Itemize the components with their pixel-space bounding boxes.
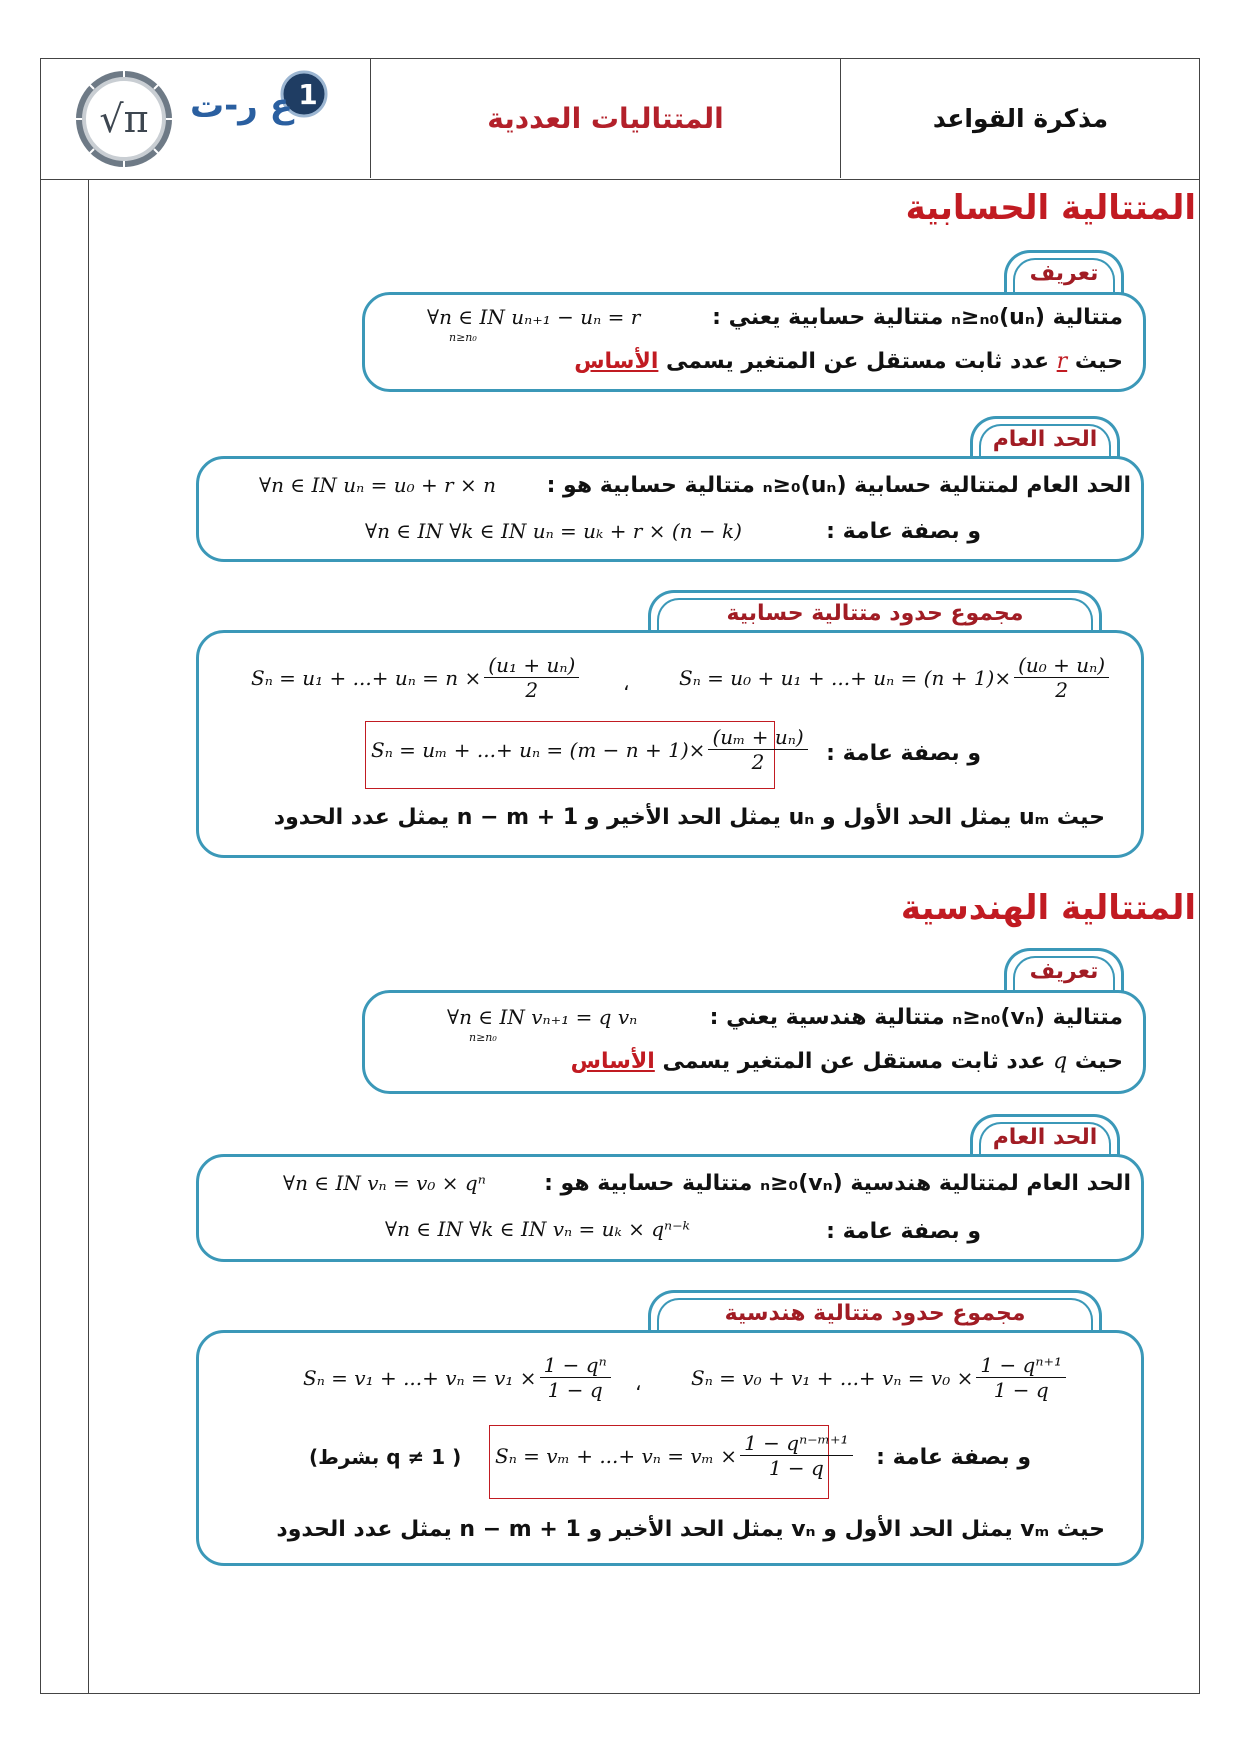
geometric-general-formula: ∀n ∈ IN vₙ = v₀ × qⁿ [283, 1171, 486, 1195]
header-middle-title: المتتاليات العددية [370, 58, 840, 178]
arithmetic-sum-tab: مجموع حدود متتالية حسابية [648, 590, 1102, 634]
geometric-sum-left-num: 1 − qⁿ [540, 1353, 611, 1378]
arithmetic-general-sum-formula [371, 725, 811, 774]
arithmetic-sum-left-num: (u₁ + uₙ) [484, 653, 579, 678]
geometric-sum-formula-right [691, 1353, 1069, 1402]
arithmetic-definition-line1: متتالية (uₙ)ₙ≥ₙ₀ متتالية حسابية يعني : [712, 305, 1123, 330]
geometric-general-sum-formula [495, 1431, 856, 1480]
arithmetic-sum-box [196, 630, 1144, 858]
geometric-section-title: المتتالية الهندسية [900, 888, 1196, 928]
geometric-definition-formula-sub: n≥n₀ [469, 1031, 497, 1044]
geometric-definition-line1: متتالية (vₙ)ₙ≥ₙ₀ متتالية هندسية يعني : [709, 1005, 1123, 1030]
arithmetic-general-sum-lhs: Sₙ = uₘ + ...+ uₙ = (m − n + 1)× [371, 737, 706, 762]
geometric-general-sum-den: 1 − q [768, 1456, 824, 1480]
arithmetic-sum-formula-right [679, 653, 1112, 702]
arithmetic-definition-formula: ∀n ∈ IN uₙ₊₁ − uₙ = r [427, 305, 641, 329]
geometric-definition-formula: ∀n ∈ IN vₙ₊₁ = q vₙ [447, 1005, 638, 1029]
geometric-general-sum-label: و بصفة عامة : [876, 1445, 1031, 1470]
geometric-general-sum-num: 1 − qⁿ⁻ᵐ⁺¹ [740, 1431, 853, 1456]
geometric-sum-note: حيث vₘ يمثل الحد الأول و vₙ يمثل الحد الأخير و n − m + 1 يمثل عدد الحدود [276, 1517, 1105, 1542]
arithmetic-line2-post: عدد ثابت مستقل عن المتغير يسمى [666, 349, 1049, 374]
arithmetic-line2-pre: حيث [1074, 349, 1123, 374]
geometric-sum-formula-left [303, 1353, 614, 1402]
arithmetic-general-line2: و بصفة عامة : [826, 519, 981, 544]
geometric-line2-pre: حيث [1074, 1049, 1123, 1074]
arithmetic-general-formula: ∀n ∈ IN uₙ = u₀ + r × n [259, 473, 496, 497]
geometric-general-sum-lhs: Sₙ = vₘ + ...+ vₙ = vₘ × [495, 1443, 738, 1468]
arithmetic-general-sum-label: و بصفة عامة : [826, 741, 981, 766]
arithmetic-sum-right-den: 2 [1055, 678, 1068, 702]
arithmetic-definition-tab: تعريف [1004, 250, 1124, 294]
geometric-line2-post: عدد ثابت مستقل عن المتغير يسمى [662, 1049, 1046, 1074]
arithmetic-general-line1: الحد العام لمتتالية حسابية (uₙ)ₙ≥₀ متتالية حسابية هو : [546, 473, 1131, 498]
arithmetic-sum-right-lhs: Sₙ = u₀ + u₁ + ...+ uₙ = (n + 1)× [679, 665, 1012, 690]
geometric-general-line1: الحد العام لمتتالية هندسية (vₙ)ₙ≥₀ متتالية حسابية هو : [544, 1171, 1131, 1196]
geometric-base-word: الأساس [570, 1049, 655, 1074]
arithmetic-sum-formula-left [251, 653, 582, 702]
geometric-sum-box [196, 1330, 1144, 1566]
arithmetic-sum-right-num: (u₀ + uₙ) [1014, 653, 1109, 678]
arithmetic-base-word: الأساس [574, 349, 659, 374]
arithmetic-general-tab: الحد العام [970, 416, 1120, 460]
geometric-ratio-var: q [1053, 1049, 1068, 1074]
geometric-general-formula2: ∀n ∈ IN ∀k ∈ IN vₙ = uₖ × qⁿ⁻ᵏ [385, 1217, 690, 1241]
geometric-sum-right-den: 1 − q [993, 1378, 1049, 1402]
arithmetic-general-sum-num: (uₘ + uₙ) [708, 725, 807, 750]
geometric-sum-left-den: 1 − q [547, 1378, 603, 1402]
arithmetic-definition-line2 [574, 349, 1123, 374]
geometric-definition-box [362, 990, 1146, 1094]
geometric-sum-right-lhs: Sₙ = v₀ + v₁ + ...+ vₙ = v₀ × [691, 1365, 974, 1390]
arithmetic-section-title: المتتالية الحسابية [905, 188, 1196, 228]
geometric-general-line2: و بصفة عامة : [826, 1219, 981, 1244]
geometric-sum-tab: مجموع حدود متتالية هندسية [648, 1290, 1102, 1334]
arithmetic-ratio-var: r [1056, 349, 1068, 374]
arithmetic-sum-left-den: 2 [525, 678, 539, 702]
badge-number: 1 [298, 77, 318, 111]
geometric-general-tab: الحد العام [970, 1114, 1120, 1158]
geometric-sum-condition: ( q ≠ 1 بشرط) [309, 1445, 462, 1469]
arithmetic-sum-note: حيث uₘ يمثل الحد الأول و uₙ يمثل الحد الأخير و n − m + 1 يمثل عدد الحدود [273, 805, 1105, 830]
arithmetic-sum-separator: ، [623, 671, 630, 695]
geometric-sum-right-num: 1 − qⁿ⁺¹ [976, 1353, 1066, 1378]
geometric-sum-separator: ، [635, 1371, 642, 1395]
arithmetic-general-sum-den: 2 [751, 750, 765, 774]
geometric-definition-tab: تعريف [1004, 948, 1124, 992]
geometric-general-box [196, 1154, 1144, 1262]
geometric-definition-line2 [571, 1049, 1123, 1074]
arithmetic-definition-box [362, 292, 1146, 392]
badge-label: ع ر-ت [190, 86, 293, 126]
svg-text:√π: √π [99, 97, 149, 141]
arithmetic-definition-formula-sub: n≥n₀ [449, 331, 477, 344]
header-right-title: مذكرة القواعد [840, 58, 1200, 178]
margin-line [88, 180, 89, 1694]
arithmetic-general-box [196, 456, 1144, 562]
arithmetic-sum-left-lhs: Sₙ = u₁ + ...+ uₙ = n × [251, 665, 482, 690]
geometric-sum-left-lhs: Sₙ = v₁ + ...+ vₙ = v₁ × [303, 1365, 537, 1390]
arithmetic-general-formula2: ∀n ∈ IN ∀k ∈ IN uₙ = uₖ + r × (n − k) [365, 519, 742, 543]
